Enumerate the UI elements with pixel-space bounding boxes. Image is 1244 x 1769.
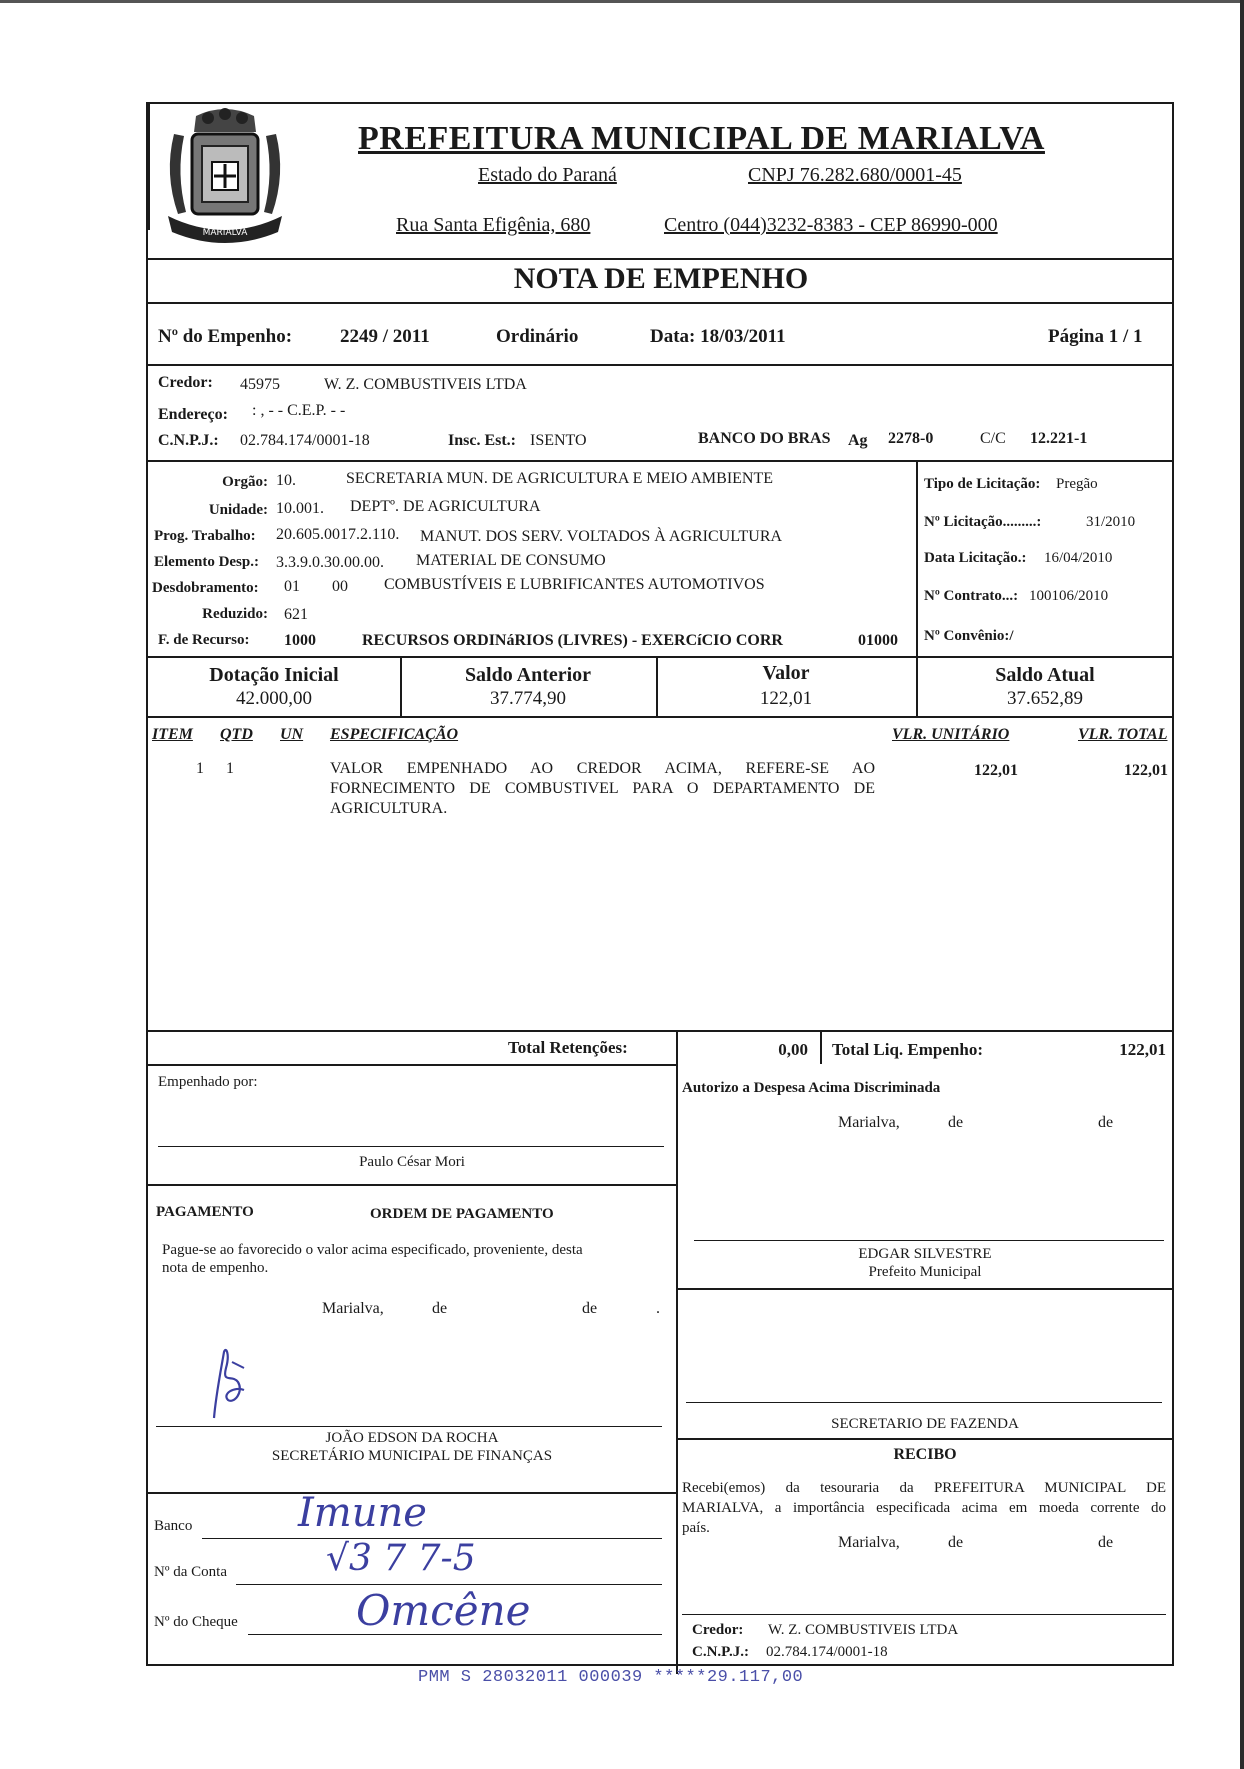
- autorizo-de1: de: [948, 1114, 964, 1131]
- divider: [148, 1030, 1174, 1032]
- empenhado-label: Empenhado por:: [158, 1074, 258, 1090]
- credor-cnpj: 02.784.174/0001-18: [240, 432, 370, 449]
- fonte-desc: RECURSOS ORDINáRIOS (LIVRES) - EXERCíCIO CORR: [362, 632, 783, 649]
- data-licitacao-label: Data Licitação.:: [924, 550, 1027, 566]
- cheque-label: Nº do Cheque: [154, 1614, 238, 1630]
- credor-name: W. Z. COMBUSTIVEIS LTDA: [324, 376, 527, 393]
- col-header-item: ITEM: [152, 726, 193, 743]
- desdobramento-code2: 00: [332, 578, 348, 595]
- unidade-label: Unidade:: [208, 502, 268, 518]
- financas-signer: JOÃO EDSON DA ROCHA: [325, 1430, 499, 1446]
- item-total-value: 122,01: [1124, 762, 1168, 779]
- col-header-unit-value: VLR. UNITÁRIO: [892, 726, 1010, 743]
- fonte-num: 01000: [858, 632, 898, 649]
- prog-code: 20.605.0017.2.110.: [276, 526, 400, 543]
- divider: [148, 460, 1174, 462]
- recibo-credor-value: W. Z. COMBUSTIVEIS LTDA: [768, 1622, 959, 1638]
- signature-line: [682, 1614, 1166, 1615]
- conta-label: Nº da Conta: [154, 1564, 227, 1580]
- recibo-title: RECIBO: [893, 1446, 957, 1463]
- recibo-credor-label: Credor:: [692, 1622, 744, 1638]
- credor-label: Credor:: [158, 374, 213, 391]
- pagamento-de1: de: [432, 1300, 448, 1317]
- cc-value: 12.221-1: [1030, 430, 1088, 447]
- desdobramento-code1: 01: [284, 578, 300, 595]
- fonte-label: F. de Recurso:: [158, 632, 250, 648]
- tipo-licitacao-value: Pregão: [1056, 476, 1098, 492]
- item-unit-value: 122,01: [974, 762, 1018, 779]
- reduzido-label: Reduzido:: [202, 606, 268, 622]
- orgao-desc: SECRETARIA MUN. DE AGRICULTURA E MEIO AMBIENTE: [346, 470, 774, 487]
- prefeito-name: EDGAR SILVESTRE: [858, 1246, 992, 1262]
- numero-licitacao-label: Nº Licitação.........:: [924, 514, 1042, 530]
- tipo-licitacao-label: Tipo de Licitação:: [924, 476, 1041, 492]
- valor-label: Valor: [762, 662, 810, 684]
- prog-label: Prog. Trabalho:: [154, 528, 256, 544]
- saldo-anterior-value: 37.774,90: [490, 688, 566, 709]
- header-left-border: [148, 104, 150, 230]
- recibo-city: Marialva,: [838, 1534, 900, 1551]
- conta-handwritten: √3 7 7-5: [326, 1538, 476, 1579]
- fonte-code: 1000: [284, 632, 316, 649]
- signature-scribble: [204, 1344, 264, 1422]
- valor-value: 122,01: [759, 688, 813, 709]
- convenio-label: Nº Convênio:/: [924, 628, 1014, 644]
- bank-name: BANCO DO BRAS: [698, 430, 831, 447]
- item-desc-line2: FORNECIMENTO DE COMBUSTIVEL PARA O DEPARTAMENTO DE: [330, 780, 875, 797]
- totals-divider: [820, 1030, 822, 1064]
- retencoes-value: 0,00: [778, 1040, 808, 1059]
- elemento-label: Elemento Desp.:: [154, 554, 259, 570]
- recibo-de1: de: [948, 1534, 964, 1551]
- state-name: Estado do Paraná: [478, 164, 617, 186]
- col-header-especificacao: ESPECIFICAÇÃO: [330, 726, 459, 743]
- empenho-type: Ordinário: [496, 326, 579, 347]
- recibo-line2: MARIALVA, a importância especificada acima em moeda corrente do: [682, 1500, 1166, 1516]
- signature-line: [156, 1426, 662, 1427]
- saldo-atual-value: 37.652,89: [1007, 688, 1083, 709]
- ag-label: Ag: [848, 432, 868, 449]
- unidade-code: 10.001.: [276, 500, 324, 517]
- col-header-total-value: VLR. TOTAL: [1078, 726, 1168, 743]
- data-licitacao-value: 16/04/2010: [1044, 550, 1113, 566]
- divider: [148, 716, 1174, 718]
- recibo-line3: país.: [682, 1520, 710, 1536]
- recibo-line1: Recebi(emos) da tesouraria da PREFEITURA MUNICIPAL DE: [682, 1480, 1166, 1496]
- scan-top-edge: [0, 0, 1244, 3]
- divider: [676, 1438, 1174, 1440]
- pagamento-city: Marialva,: [322, 1300, 384, 1317]
- empenho-number: 2249 / 2011: [340, 326, 430, 347]
- elemento-code: 3.3.9.0.30.00.00.: [276, 554, 384, 571]
- coat-of-arms-icon: [156, 104, 294, 254]
- conta-line: [236, 1584, 662, 1585]
- dotacao-label: Dotação Inicial: [209, 664, 339, 686]
- prefeito-role: Prefeito Municipal: [868, 1264, 982, 1280]
- divider: [148, 1184, 676, 1186]
- insc-label: Insc. Est.:: [448, 432, 517, 449]
- nota-de-empenho-form: [146, 102, 1174, 1666]
- cc-label: C/C: [980, 430, 1006, 447]
- divider: [148, 302, 1174, 304]
- col-header-un: UN: [280, 726, 304, 743]
- org-address: Rua Santa Efigênia, 680: [396, 214, 591, 236]
- divider: [148, 1064, 676, 1066]
- prog-desc: MANUT. DOS SERV. VOLTADOS À AGRICULTURA: [420, 528, 783, 545]
- autorizo-city: Marialva,: [838, 1114, 900, 1131]
- saldo-anterior-label: Saldo Anterior: [464, 664, 592, 686]
- unidade-desc: DEPTº. DE AGRICULTURA: [350, 498, 541, 515]
- divider: [148, 656, 1174, 658]
- recibo-cnpj-value: 02.784.174/0001-18: [766, 1644, 888, 1660]
- numero-licitacao-value: 31/2010: [1086, 514, 1136, 530]
- item-desc-line1: VALOR EMPENHADO AO CREDOR ACIMA, REFERE-SE AO: [330, 760, 875, 777]
- org-title: PREFEITURA MUNICIPAL DE MARIALVA: [358, 120, 1045, 157]
- reduzido-value: 621: [284, 606, 308, 623]
- center-divider: [676, 1030, 678, 1674]
- signature-line: [686, 1402, 1162, 1403]
- item-desc-line3: AGRICULTURA.: [330, 800, 448, 817]
- contrato-label: Nº Contrato...:: [924, 588, 1019, 604]
- pagamento-text-line2: nota de empenho.: [162, 1260, 269, 1276]
- item-qty: 1: [226, 760, 234, 777]
- desdobramento-label: Desdobramento:: [152, 580, 259, 596]
- orgao-code: 10.: [276, 472, 296, 489]
- desdobramento-desc: COMBUSTÍVEIS E LUBRIFICANTES AUTOMOTIVOS: [384, 576, 765, 593]
- insc-value: ISENTO: [530, 432, 587, 449]
- org-cnpj: CNPJ 76.282.680/0001-45: [748, 164, 962, 186]
- payment-stamp: PMM S 28032011 000039 *****29.117,00: [418, 1668, 804, 1687]
- autorizo-de2: de: [1098, 1114, 1114, 1131]
- svg-text:MARIALVA: MARIALVA: [202, 228, 248, 238]
- signature-line: [158, 1146, 664, 1147]
- liquido-label: Total Liq. Empenho:: [832, 1040, 983, 1059]
- divider: [148, 364, 1174, 366]
- empenhado-name: Paulo César Mori: [359, 1154, 465, 1170]
- page-indicator: Página 1 / 1: [1048, 326, 1143, 347]
- signature-line: [694, 1240, 1164, 1241]
- item-number: 1: [196, 760, 204, 777]
- liquido-value: 122,01: [1119, 1040, 1166, 1059]
- autorizo-title: Autorizo a Despesa Acima Discriminada: [682, 1080, 941, 1096]
- fazenda-label: SECRETARIO DE FAZENDA: [831, 1416, 1019, 1432]
- period-mark: .: [656, 1300, 660, 1317]
- empenho-label: Nº do Empenho:: [158, 326, 293, 347]
- recibo-cnpj-label: C.N.P.J.:: [692, 1644, 749, 1660]
- divider: [148, 258, 1174, 260]
- endereco-value: : , - - C.E.P. - -: [252, 402, 346, 419]
- ordem-pagamento-label: ORDEM DE PAGAMENTO: [370, 1206, 554, 1222]
- pagamento-label: PAGAMENTO: [156, 1204, 254, 1220]
- financas-role: SECRETÁRIO MUNICIPAL DE FINANÇAS: [271, 1448, 553, 1464]
- scan-right-edge: [1240, 0, 1244, 1769]
- budget-divider: [916, 460, 918, 656]
- document-title: NOTA DE EMPENHO: [513, 262, 809, 295]
- dotacao-value: 42.000,00: [236, 688, 312, 709]
- col-header-qtd: QTD: [220, 726, 253, 743]
- elemento-desc: MATERIAL DE CONSUMO: [416, 552, 606, 569]
- banco-handwritten: Imune: [298, 1490, 427, 1536]
- pagamento-de2: de: [582, 1300, 598, 1317]
- endereco-label: Endereço:: [158, 406, 228, 423]
- recibo-de2: de: [1098, 1534, 1114, 1551]
- divider: [676, 1288, 1174, 1290]
- retencoes-label: Total Retenções:: [508, 1038, 628, 1057]
- cheque-handwritten: Omcêne: [356, 1586, 531, 1635]
- org-district-phone: Centro (044)3232-8383 - CEP 86990-000: [664, 214, 998, 236]
- saldo-atual-label: Saldo Atual: [995, 664, 1095, 686]
- empenho-date: Data: 18/03/2011: [650, 326, 786, 347]
- orgao-label: Orgão:: [222, 474, 268, 490]
- banco-label: Banco: [154, 1518, 193, 1534]
- credor-code: 45975: [240, 376, 280, 393]
- pagamento-text-line1: Pague-se ao favorecido o valor acima especificado, proveniente, desta: [162, 1242, 583, 1258]
- contrato-value: 100106/2010: [1029, 588, 1109, 604]
- ag-value: 2278-0: [888, 430, 934, 447]
- cnpj-label: C.N.P.J.:: [158, 432, 219, 449]
